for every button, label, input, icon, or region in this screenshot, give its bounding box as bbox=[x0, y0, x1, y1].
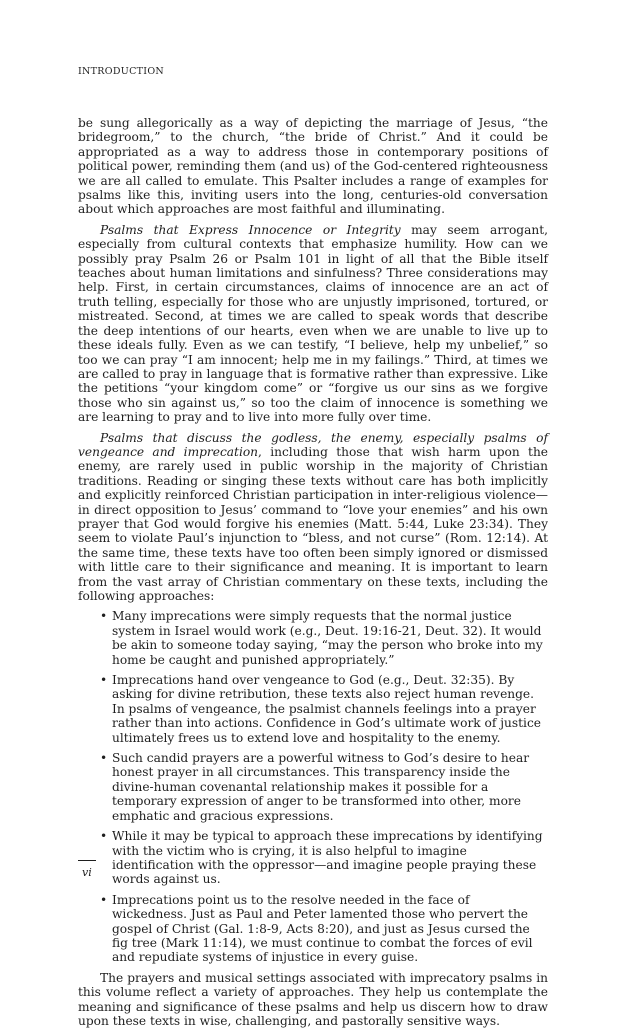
list-item: • Such candid prayers are a powerful witness to God’s desire to hear honest prayer in all circumstances. This transparency inside the divine-human covenantal relationship makes it possible for a temporary expression of anger to be transformed into other, more emphatic and gracious expressions. bbox=[78, 751, 548, 823]
paragraph bbox=[78, 223, 548, 425]
list-item: • Imprecations point us to the resolve needed in the face of wickedness. Just as Paul and Peter lamented those who pervert the gospel of Christ (Gal. 1:8-9, Acts 8:20), and just as Jesus cursed the fig tree (Mark 11:14), we must continue to combat the forces of evil and repudiate systems of injustice in every guise. bbox=[78, 893, 548, 965]
paragraph-rest: , including those that wish harm upon the enemy, are rarely used in public worship in the majority of Christian traditions. Reading or singing these texts without care has both implicitly and explicitly reinforced Christian participation in inter-religious violence—in direct opposition to Jesus’ command to “love your enemies” and his own prayer that God would forgive his enemies (Matt. 5:44, Luke 23:34). They seem to violate Paul’s injunction to “bless, and not curse” (Rom. 12:14). At the same time, these texts have too often been simply ignored or dismissed with little care to their significance and meaning. It is important to learn from the vast array of Christian commentary on these texts, including the following approaches: bbox=[78, 444, 548, 603]
list-item: • While it may be typical to approach these imprecations by identifying with the victim who is crying, it is also helpful to imagine identification with the oppressor—and imagine people praying these words against us. bbox=[78, 829, 548, 887]
list-item: • Imprecations hand over vengeance to God (e.g., Deut. 32:35). By asking for divine retribution, these texts also reject human revenge. In psalms of vengeance, the psalmist channels feelings into a prayer rather than into actions. Confidence in God’s ultimate work of justice ultimately frees us to extend love and hospitality to the enemy. bbox=[78, 673, 548, 745]
running-head: INTRODUCTION bbox=[78, 66, 165, 77]
paragraph: be sung allegorically as a way of depicting the marriage of Jesus, “the bridegroom,” to the church, “the bride of Christ.” And it could be appropriated as a way to address those in contemporary positions of political power, reminding them (and us) of the God-centered righteousness we are all called to emulate. This Psalter includes a range of examples for psalms like this, inviting users into the long, centuries-old conversation about which approaches are most faithful and illuminating. bbox=[78, 116, 548, 217]
body-text bbox=[78, 116, 548, 1034]
paragraph: The prayers and musical settings associated with imprecatory psalms in this volume reflect a variety of approaches. They help us contemplate the meaning and significance of these psalms and help us discern how to draw upon these texts in wise, challenging, and pastorally sensitive ways. bbox=[78, 970, 548, 1028]
bullet-list bbox=[78, 609, 548, 964]
paragraph-lead: Psalms that discuss the godless, the enemy, especially psalms of vengeance and imprecation bbox=[78, 430, 548, 459]
paragraph-rest: may seem arrogant, especially from cultural contexts that emphasize humility. How can we possibly pray Psalm 26 or Psalm 101 in light of all that the Bible itself teaches about human limitations and sinfulness? Three considerations may help. First, in certain circumstances, claims of innocence are an act of truth telling, especially for those who are unjustly imprisoned, tortured, or mistreated. Second, at times we are called to speak words that describe the deep intentions of our hearts, even when we are unable to live up to these ideals fully. Even as we can testify, “I believe, help my unbelief,” so too we can pray “I am innocent; help me in my failings.” Third, at times we are called to pray in language that is formative rather than expressive. Like the petitions “your kingdom come” or “forgive us our sins as we forgive those who sin against us,” so too the claim of innocence is something we are learning to pray and to live into more fully over time. bbox=[78, 222, 548, 425]
page-number: vi bbox=[82, 866, 92, 879]
folio-rule bbox=[78, 860, 96, 861]
paragraph-lead: Psalms that Express Innocence or Integrity bbox=[100, 222, 401, 237]
list-item: • Many imprecations were simply requests that the normal justice system in Israel would work (e.g., Deut. 19:16-21, Deut. 32). It would be akin to someone today saying, “may the person who broke into my home be caught and punished appropriately.” bbox=[78, 609, 548, 667]
paragraph bbox=[78, 431, 548, 604]
